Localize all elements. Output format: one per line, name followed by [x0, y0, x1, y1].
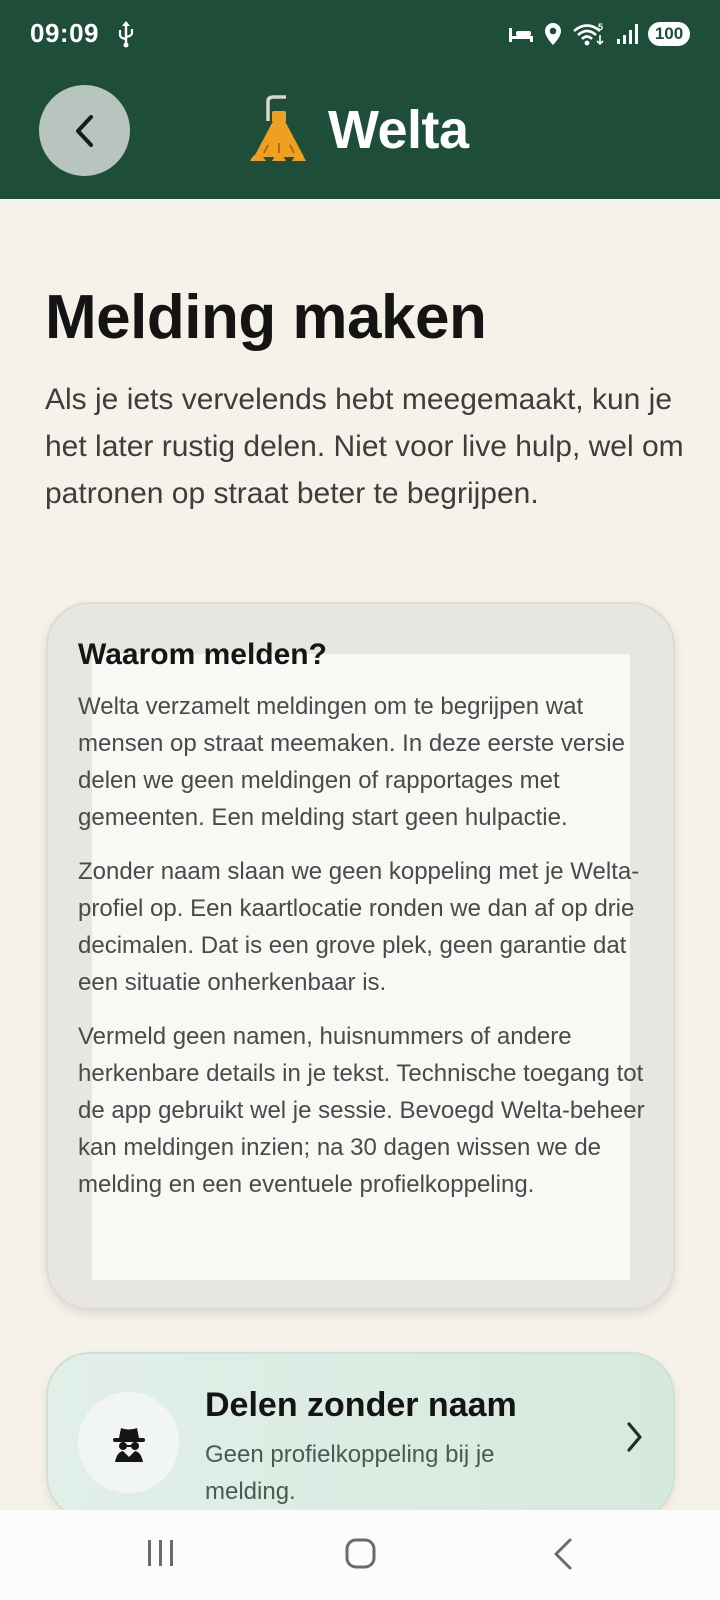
status-time: 09:09	[30, 18, 99, 48]
info-card-title: Waarom melden?	[78, 638, 327, 671]
usb-icon	[116, 20, 136, 48]
incognito-spy-icon	[109, 1423, 149, 1463]
signal-icon	[616, 23, 638, 45]
battery-icon: 100	[648, 22, 690, 46]
info-paragraph: Zonder naam slaan we geen koppeling met je Welta-profiel op. Een kaartlocatie ronden we dan af op drie decimalen. Dat is een grove plek, geen garantie dat een situatie onherkenbaar is.	[78, 858, 640, 996]
anonymous-share-option[interactable]	[46, 1352, 675, 1520]
status-icons	[508, 20, 690, 48]
system-nav-bar	[0, 1510, 720, 1600]
chevron-left-icon	[70, 111, 100, 151]
status-bar	[0, 0, 720, 66]
location-icon	[544, 22, 562, 46]
sleep-mode-icon	[508, 24, 534, 44]
brand	[246, 92, 469, 168]
back-nav-icon[interactable]	[552, 1538, 574, 1570]
home-icon[interactable]	[345, 1538, 377, 1570]
incognito-icon-circle	[78, 1392, 179, 1493]
svg-text:5: 5	[598, 22, 604, 32]
info-card	[46, 602, 675, 1310]
anonymous-share-title: Delen zonder naam	[205, 1386, 517, 1424]
chevron-right-icon	[625, 1420, 645, 1454]
anonymous-share-subtitle: Geen profielkoppeling bij je melding.	[205, 1441, 495, 1505]
wifi-icon	[572, 22, 606, 46]
lamp-logo-icon	[246, 95, 308, 165]
recent-apps-icon[interactable]	[145, 1538, 177, 1568]
app-header	[0, 0, 720, 199]
info-paragraph: Welta verzamelt meldingen om te begrijpen wat mensen op straat meemaken. In deze eerste versie delen we geen meldingen of rapportages met gemeenten. Een melding start geen hulpactie.	[78, 693, 625, 831]
page-title: Melding maken	[45, 283, 487, 352]
intro-text: Als je iets vervelends hebt meegemaakt, kun je het later rustig delen. Niet voor live hulp, wel om patronen op straat beter te begrijpen.	[45, 383, 684, 510]
app-name: Welta	[328, 100, 469, 160]
back-button[interactable]	[39, 85, 130, 176]
info-paragraph: Vermeld geen namen, huisnummers of andere herkenbare details in je tekst. Technische toegang tot de app gebruikt wel je sessie. Bevoegd Welta-beheer kan meldingen inzien; na 30 dagen wissen we de melding en een eventuele profielkoppeling.	[78, 1023, 645, 1198]
